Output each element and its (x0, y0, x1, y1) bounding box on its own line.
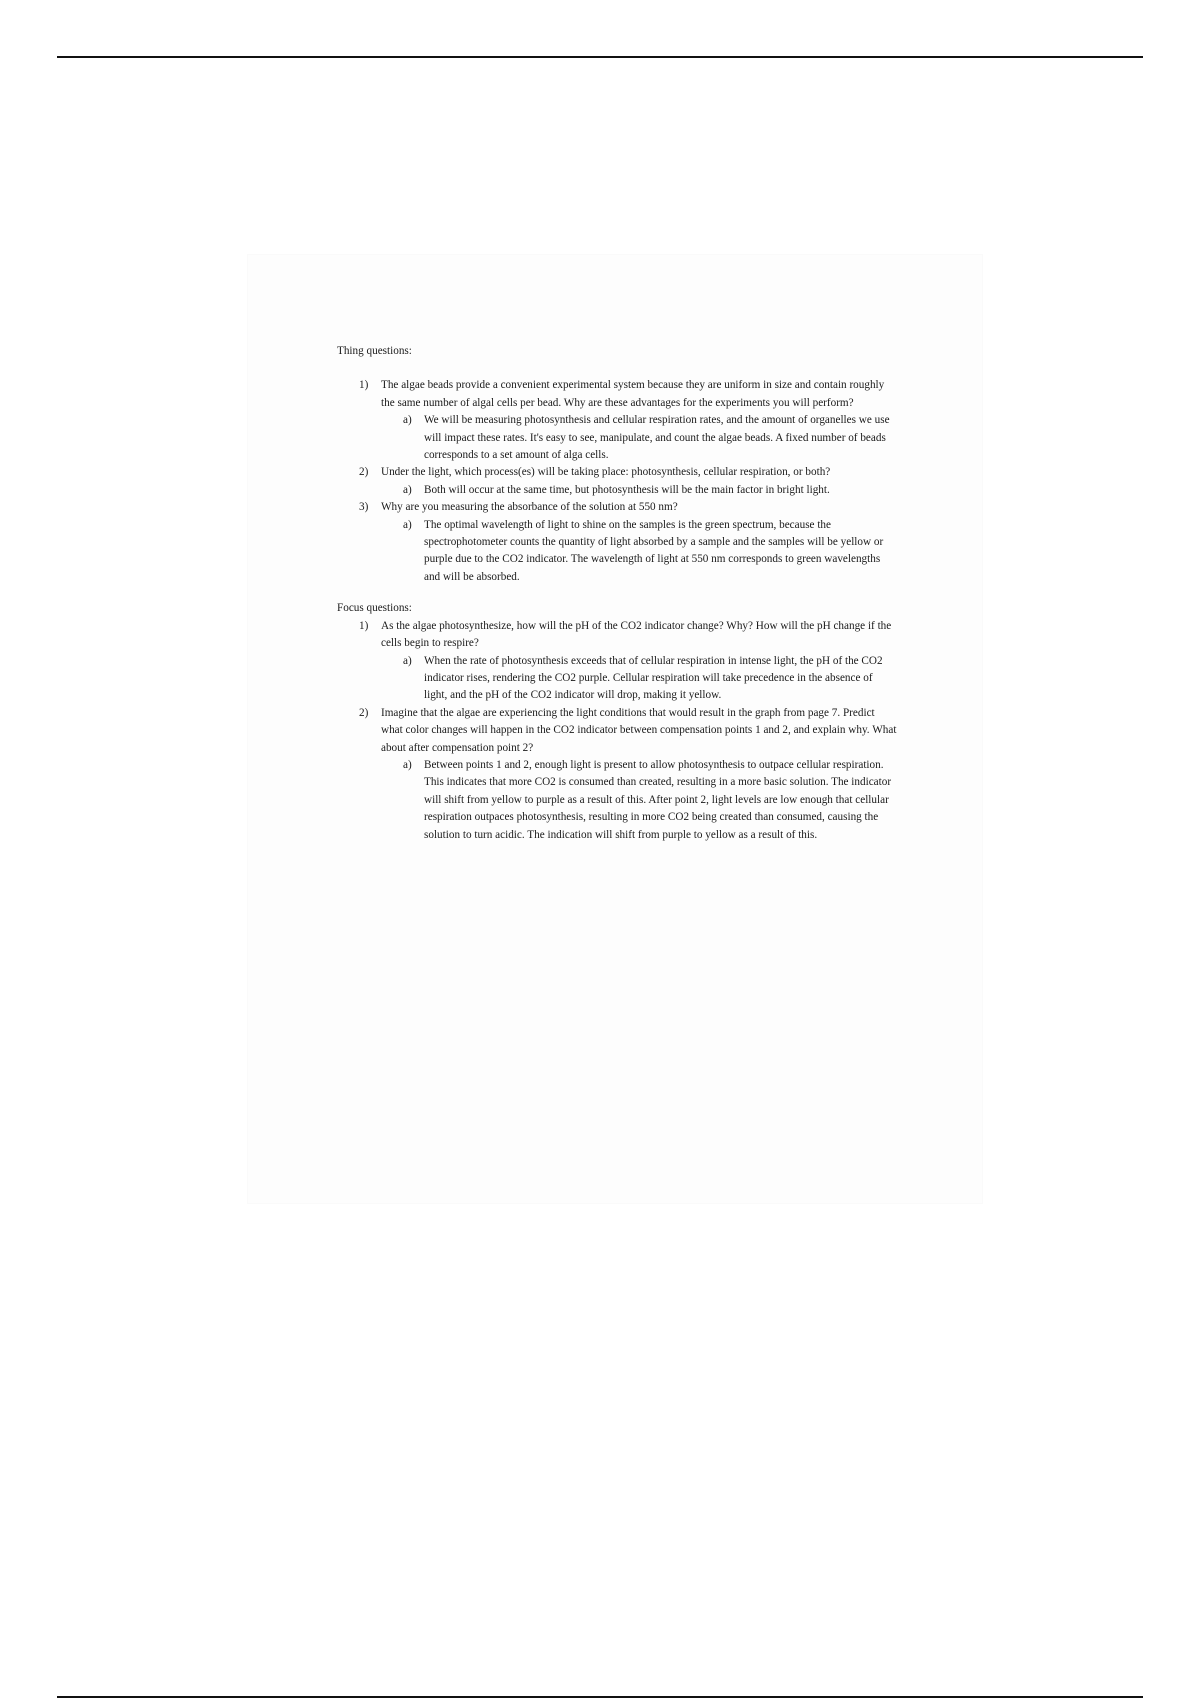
answer-letter: a) (403, 414, 412, 427)
question-number: 1) (359, 619, 369, 632)
section-title-thing: Thing questions: (337, 345, 412, 357)
document-body (337, 343, 897, 844)
question-number: 1) (359, 379, 369, 392)
question-text: The algae beads provide a convenient experimental system because they are uniform in size and contain roughly the same number of algal cells per bead. Why are these advantages for the experiments you will perform? (381, 379, 885, 409)
answer-letter: a) (403, 758, 412, 771)
section-title-focus: Focus questions: (337, 602, 412, 615)
answer-item (381, 412, 897, 464)
answer-item (381, 653, 897, 705)
answer-text: Between points 1 and 2, enough light is present to allow photosynthesis to outpace cellular respiration. This indicates that more CO2 is consumed than created, resulting in a more basic solution. The indicator will shift from yellow to purple as a result of this. After point 2, light levels are low enough that cellular respiration outpaces photosynthesis, resulting in more CO2 being created than consumed, causing the solution to turn acidic. The indication will shift from purple to yellow as a result of this. (424, 758, 892, 841)
question-number: 2) (359, 706, 369, 719)
header-rule (57, 56, 1143, 58)
question-text: Under the light, which process(es) will be taking place: photosynthesis, cellular respiration, or both? (381, 466, 831, 479)
answer-text: The optimal wavelength of light to shine on the samples is the green spectrum, because the spectrophotometer counts the quantity of light absorbed by a sample and the samples will be yellow or purple due to the CO2 indicator. The wavelength of light at 550 nm corresponds to green wavelengths and will be absorbed. (424, 518, 884, 583)
focus-question-list (337, 618, 897, 844)
answer-letter: a) (403, 654, 412, 667)
question-number: 3) (359, 501, 369, 514)
answer-item (381, 517, 897, 587)
answer-text: Both will occur at the same time, but photosynthesis will be the main factor in bright light. (424, 483, 830, 496)
answer-letter: a) (403, 518, 412, 531)
thing-question-list (337, 377, 897, 586)
question-item (337, 499, 897, 586)
question-text: As the algae photosynthesize, how will the pH of the CO2 indicator change? Why? How will the pH change if the cells begin to respire? (381, 619, 892, 650)
question-text: Why are you measuring the absorbance of the solution at 550 nm? (381, 501, 678, 514)
answer-text: We will be measuring photosynthesis and cellular respiration rates, and the amount of organelles we use will impact these rates. It's easy to see, manipulate, and count the algae beads. A fixed number of beads corresponds to a set amount of alga cells. (424, 414, 890, 462)
footer-rule (57, 1696, 1143, 1698)
question-item (337, 705, 897, 844)
question-item (337, 618, 897, 705)
answer-item (381, 482, 897, 499)
question-item (337, 377, 897, 464)
question-text: Imagine that the algae are experiencing the light conditions that would result in the graph from page 7. Predict what color changes will happen in the CO2 indicator between compensation points 1 and 2, and explain why. What about after compensation point 2? (381, 706, 897, 754)
answer-item (381, 757, 897, 844)
answer-text: When the rate of photosynthesis exceeds that of cellular respiration in intense light, the pH of the CO2 indicator rises, rendering the CO2 purple. Cellular respiration will take precedence in the absence of light, and the pH of the CO2 indicator will drop, making it yellow. (424, 654, 883, 702)
question-number: 2) (359, 466, 369, 479)
answer-letter: a) (403, 483, 412, 496)
question-item (337, 464, 897, 499)
